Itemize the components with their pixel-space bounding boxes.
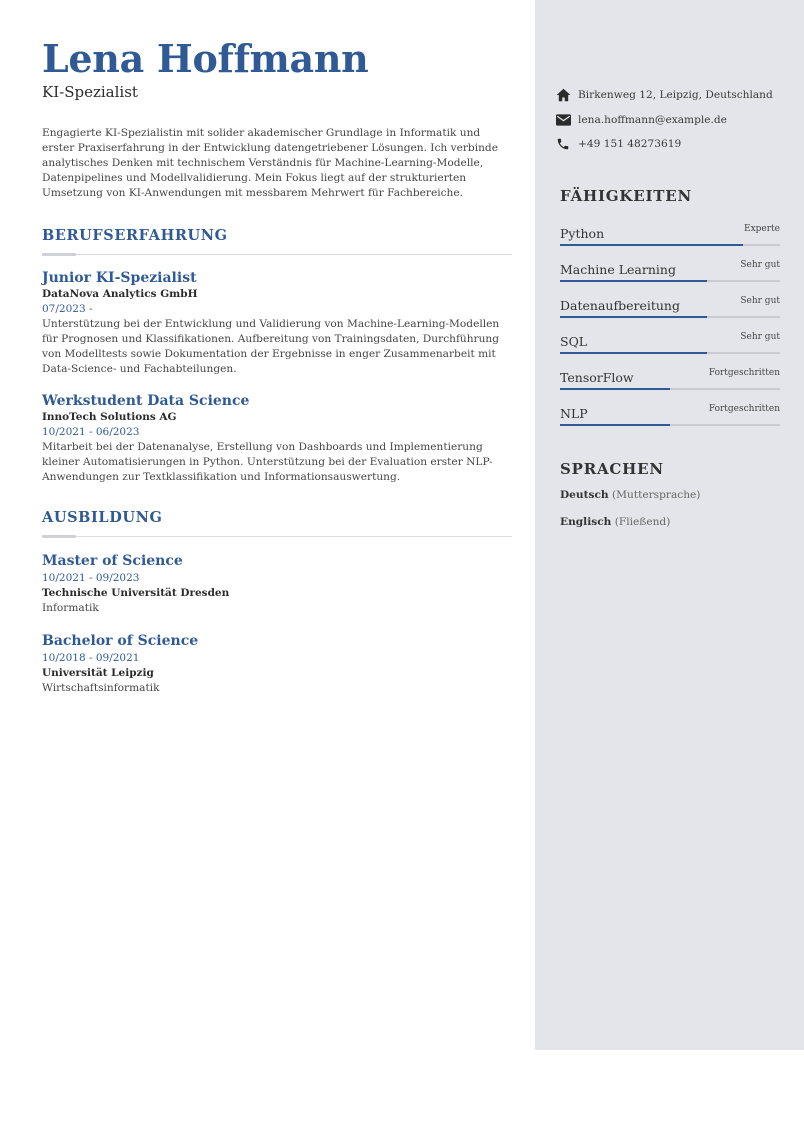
language-name: Englisch <box>560 516 612 528</box>
job-date: 07/2023 - <box>42 303 93 315</box>
university-name: Universität Leipzig <box>42 667 154 679</box>
skill-item <box>560 327 780 363</box>
education-heading: AUSBILDUNG <box>42 509 163 526</box>
experience-entry <box>42 393 512 485</box>
section-divider <box>42 535 512 538</box>
skill-name: NLP <box>560 406 588 421</box>
skills-section <box>560 186 780 435</box>
skill-level: Sehr gut <box>740 296 780 306</box>
skill-bar-fill <box>560 424 670 426</box>
language-item <box>560 482 780 509</box>
company-name: InnoTech Solutions AG <box>42 411 177 423</box>
languages-heading: SPRACHEN <box>560 460 664 478</box>
job-description: Mitarbeit bei der Datenanalyse, Erstellung von Dashboards und Implementierung kleiner Automatisierungen in Python. Unterstützung bei der Evaluation erster NLP-Anwendungen zur Textklassifikation und Informationsauswertung. <box>42 441 493 483</box>
language-level: (Muttersprache) <box>612 489 701 501</box>
sidebar <box>535 0 804 1050</box>
skill-name: SQL <box>560 334 588 349</box>
mail-icon <box>555 112 571 128</box>
company-name: DataNova Analytics GmbH <box>42 288 198 300</box>
skill-item <box>560 291 780 327</box>
contact-address <box>555 83 785 108</box>
main-column <box>42 36 512 696</box>
degree-title: Bachelor of Science <box>42 633 199 649</box>
skill-bar-track <box>560 388 780 390</box>
skill-bar-track <box>560 280 780 282</box>
job-role: KI-Spezialist <box>42 83 138 101</box>
email-text[interactable]: lena.hoffmann@example.de <box>578 113 727 126</box>
job-description: Unterstützung bei der Entwicklung und Validierung von Machine-Learning-Modellen für Prognosen und Klassifikationen. Aufbereitung von Trainingsdaten, Durchführung von Modelltests sowie Dokumentation der Ergebnisse in enger Zusammenarbeit mit Data-Science- und Fachabteilungen. <box>42 318 500 375</box>
skill-item <box>560 363 780 399</box>
degree-date: 10/2018 - 09/2021 <box>42 652 140 664</box>
skill-name: Machine Learning <box>560 262 676 277</box>
skill-level: Sehr gut <box>740 260 780 270</box>
university-name: Technische Universität Dresden <box>42 587 230 599</box>
skill-bar-fill <box>560 280 707 282</box>
address-text: Birkenweg 12, Leipzig, Deutschland <box>578 89 773 102</box>
education-entry <box>42 633 512 696</box>
degree-title: Master of Science <box>42 553 183 569</box>
skill-name: TensorFlow <box>560 370 634 385</box>
education-entry <box>42 553 512 616</box>
experience-entry <box>42 270 512 377</box>
language-level: (Fließend) <box>614 516 671 528</box>
skill-level: Fortgeschritten <box>708 368 780 378</box>
home-icon <box>555 87 571 103</box>
skill-bar-track <box>560 244 780 246</box>
skill-level: Sehr gut <box>740 332 780 342</box>
contact-list <box>555 83 785 157</box>
degree-date: 10/2021 - 09/2023 <box>42 572 140 584</box>
contact-phone[interactable] <box>555 132 785 157</box>
skill-name: Datenaufbereitung <box>560 298 680 313</box>
skill-bar-fill <box>560 316 707 318</box>
skill-bar-track <box>560 316 780 318</box>
language-name: Deutsch <box>560 489 609 501</box>
skill-item <box>560 219 780 255</box>
skill-item <box>560 399 780 435</box>
field-of-study: Wirtschaftsinformatik <box>42 682 160 694</box>
skill-name: Python <box>560 226 605 241</box>
candidate-name: Lena Hoffmann <box>42 36 369 81</box>
skills-heading: FÄHIGKEITEN <box>560 187 693 205</box>
contact-email[interactable] <box>555 108 785 133</box>
skill-level: Experte <box>744 224 780 234</box>
section-divider <box>42 253 512 256</box>
skill-bar-fill <box>560 244 743 246</box>
languages-section <box>560 459 780 536</box>
language-item <box>560 509 780 536</box>
skill-bar-track <box>560 352 780 354</box>
phone-icon <box>555 136 571 152</box>
experience-heading: BERUFSERFAHRUNG <box>42 227 228 244</box>
skills-list <box>560 219 780 435</box>
skill-bar-track <box>560 424 780 426</box>
job-date: 10/2021 - 06/2023 <box>42 426 140 438</box>
languages-list <box>560 482 780 536</box>
skill-item <box>560 255 780 291</box>
job-title: Werkstudent Data Science <box>42 393 250 409</box>
profile-summary: Engagierte KI-Spezialistin mit solider akademischer Grundlage in Informatik und erster Praxiserfahrung in der Entwicklung datengetriebener Lösungen. Ich verbinde analytisches Denken mit technischem Verständnis für Machine-Learning-Modelle, Datenpipelines und Modellvalidierung. Mein Fokus liegt auf der strukturierten Umsetzung von KI-Anwendungen mit messbarem Mehrwert für Fachbereiche. <box>42 127 498 199</box>
skill-level: Fortgeschritten <box>708 404 780 414</box>
phone-text[interactable]: +49 151 48273619 <box>578 138 682 151</box>
job-title: Junior KI-Spezialist <box>42 270 197 286</box>
field-of-study: Informatik <box>42 602 99 614</box>
skill-bar-fill <box>560 352 707 354</box>
skill-bar-fill <box>560 388 670 390</box>
